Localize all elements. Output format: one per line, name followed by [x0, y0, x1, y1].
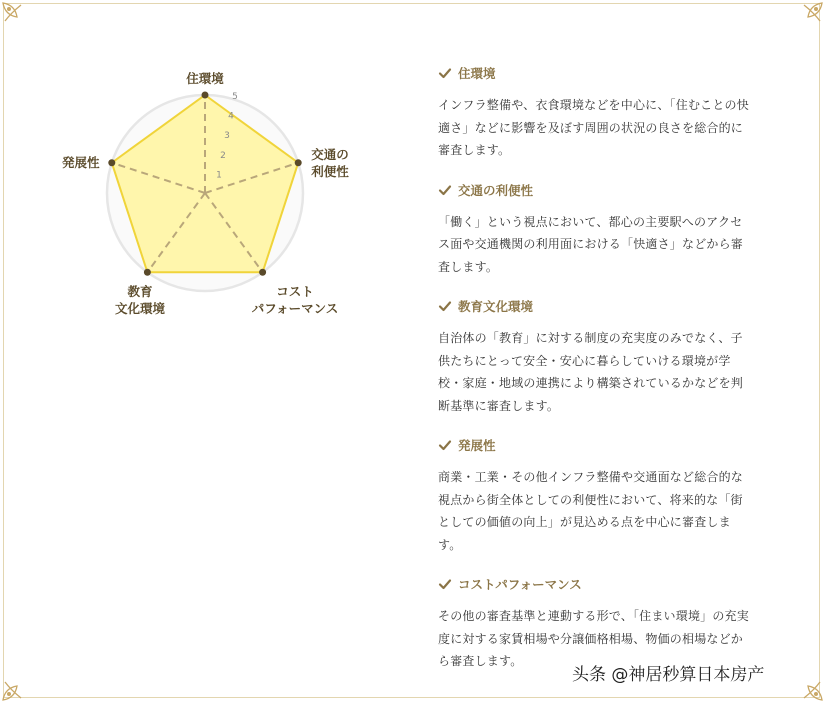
- vertex-dot: [202, 92, 209, 99]
- criteria-header: [438, 62, 750, 84]
- tick-label: 1: [216, 170, 222, 181]
- criteria-description: インフラ整備や、衣食環境などを中心に、「住むことの快適さ」などに影響を及ぼす周囲の状況の良さを総合的に審査します。: [438, 98, 749, 157]
- check-icon: [438, 577, 452, 591]
- corner-ornament-icon: [794, 1, 824, 31]
- criteria-item: [438, 179, 750, 279]
- axis-label: 発展性: [62, 155, 100, 170]
- criteria-item: [438, 295, 750, 417]
- criteria-header: [438, 573, 750, 595]
- criteria-description: 商業・工業・その他インフラ整備や交通面など総合的な視点から街全体としての利便性において、将来的な「街としての価値の向上」が見込める点を中心に審査します。: [438, 470, 744, 552]
- check-icon: [438, 183, 452, 197]
- corner-ornament-icon: [1, 1, 31, 31]
- criteria-title: コストパフォーマンス: [458, 577, 582, 592]
- watermark: 头条 @神居秒算日本房产: [572, 665, 765, 685]
- criteria-item: [438, 434, 750, 556]
- criteria-description: その他の審査基準と連動する形で、「住まい環境」の充実度に対する家賃相場や分譲価格相場、物価の相場などから審査します。: [438, 609, 749, 668]
- axis-label: 文化環境: [114, 301, 166, 316]
- criteria-item: [438, 62, 750, 162]
- axis-label: 教育: [127, 284, 153, 299]
- tick-label: 2: [220, 150, 226, 161]
- vertex-dot: [144, 269, 151, 276]
- corner-ornament-icon: [1, 672, 31, 702]
- criteria-header: [438, 434, 750, 456]
- criteria-title: 交通の利便性: [458, 182, 534, 198]
- criteria-item: [438, 573, 750, 673]
- criteria-list: [438, 62, 750, 690]
- criteria-title: 教育文化環境: [458, 299, 534, 314]
- axis-label: コスト: [276, 284, 314, 299]
- criteria-header: [438, 295, 750, 317]
- axis-label: パフォーマンス: [251, 301, 339, 316]
- check-icon: [438, 66, 452, 80]
- axis-label: 住環境: [186, 71, 224, 86]
- check-icon: [438, 438, 452, 452]
- criteria-title: 発展性: [458, 438, 496, 453]
- tick-label: 3: [224, 131, 230, 142]
- criteria-description: 自治体の「教育」に対する制度の充実度のみでなく、子供たちにとって安全・安心に暮らしていける環境が学校・家庭・地域の連携により構築されているかなどを判断基準に審査します。: [438, 331, 744, 413]
- criteria-title: 住環境: [458, 66, 496, 81]
- axis-label: 利便性: [311, 164, 349, 179]
- vertex-dot: [259, 269, 266, 276]
- check-icon: [438, 299, 452, 313]
- criteria-header: [438, 179, 750, 201]
- criteria-description: 「働く」という視点において、都心の主要駅へのアクセス面や交通機関の利用面における「快適さ」などから審査します。: [438, 214, 744, 274]
- tick-label: 5: [232, 92, 238, 102]
- vertex-dot: [295, 159, 302, 166]
- radar-chart: [40, 55, 370, 330]
- vertex-dot: [108, 159, 115, 166]
- tick-label: 4: [228, 111, 234, 122]
- axis-label: 交通の: [311, 147, 349, 162]
